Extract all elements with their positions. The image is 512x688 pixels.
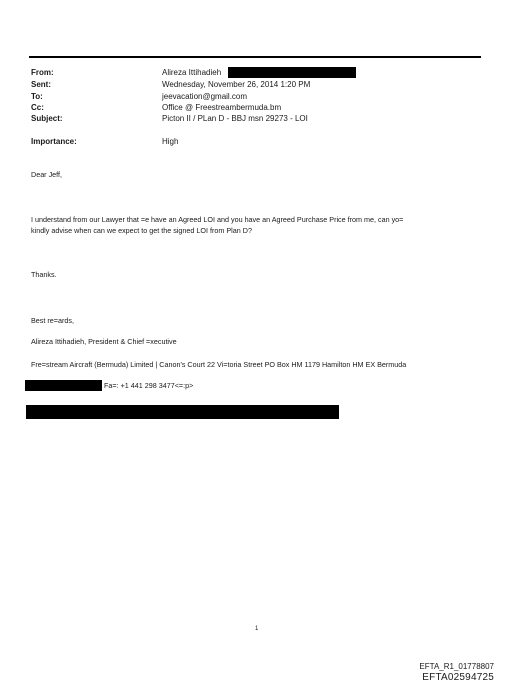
signature-company: Fre=stream Aircraft (Bermuda) Limited | Canon's Court 22 Vi=toria Street PO Box HM 1179 Hamilton HM EX Bermuda [31,360,407,369]
importance-label: Importance: [31,137,77,146]
closing: Best re=ards, [31,316,74,325]
footer-id-2: EFTA02594725 [422,672,494,683]
cc-value: Office @ Freestreambermuda.bm [162,103,282,112]
sent-label: Sent: [31,80,51,89]
page-number: 1 [255,626,259,632]
subject-value: Picton II / PLan D - BBJ msn 29273 - LOI [162,114,308,123]
to-value: jeevacation@gmail.com [162,92,248,101]
importance-value: High [162,137,179,146]
to-label: To: [31,92,43,101]
footer-id-1: EFTA_R1_01778807 [419,662,494,671]
header-rule [29,56,481,58]
redaction-block [26,405,339,419]
body-line-1: I understand from our Lawyer that =e have an Agreed LOI and you have an Agreed Purchase Price from me, can yo= [31,215,404,224]
from-value: Alireza Ittihadieh [162,68,222,77]
thanks: Thanks. [31,270,57,279]
body-line-2: kindly advise when can we expect to get the signed LOI from Plan D? [31,226,252,235]
cc-label: Cc: [31,103,44,112]
sent-value: Wednesday, November 26, 2014 1:20 PM [162,80,311,89]
signature-name: Alireza Ittihadieh, President & Chief =xecutive [31,337,177,346]
redaction-from-email [228,67,356,78]
from-label: From: [31,68,54,77]
fax-line: Fa=: +1 441 298 3477<=:p> [104,381,194,390]
subject-label: Subject: [31,114,63,123]
redaction-phone [25,380,102,391]
greeting: Dear Jeff, [31,170,63,179]
